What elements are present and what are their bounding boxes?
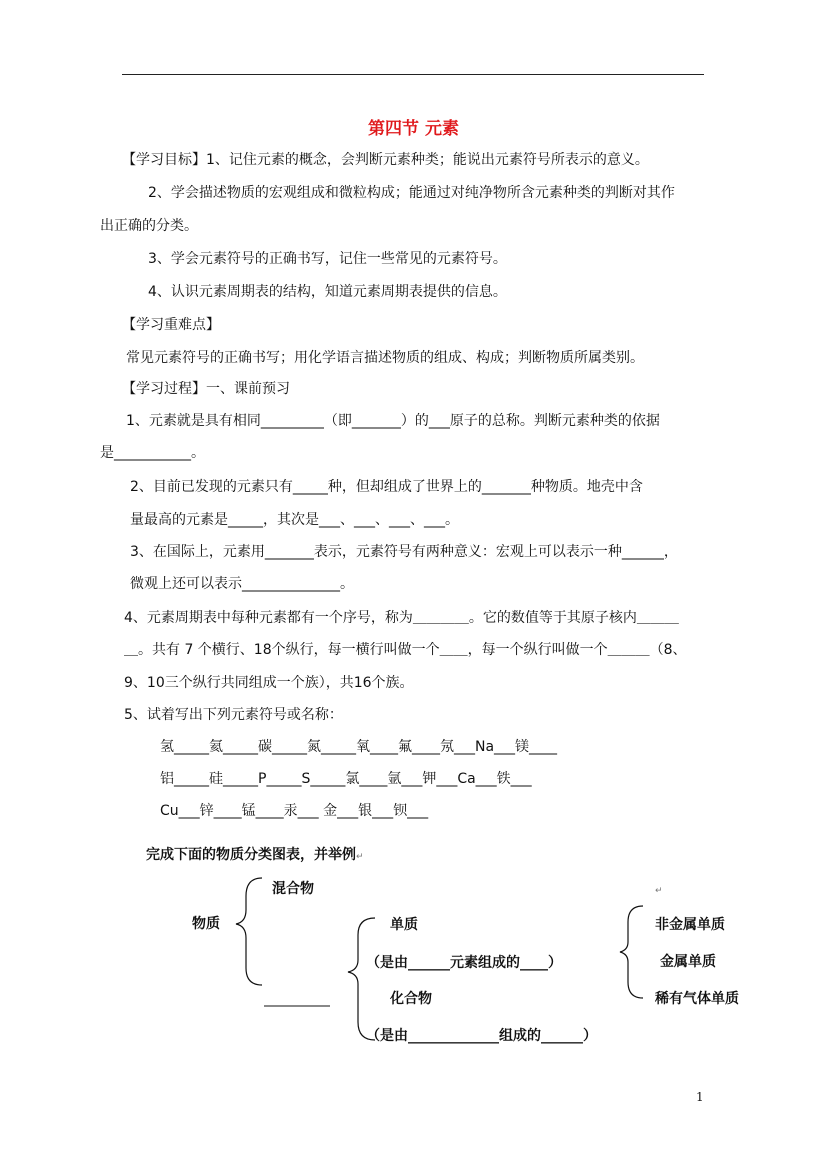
page-number: 1: [696, 1090, 704, 1104]
line-q1a: 1、元素就是具有相同_________（即_______）的___原子的总称。判断元素种类的依据: [126, 413, 660, 429]
label-metal: 金属单质: [660, 954, 716, 970]
label-substance: 物质: [192, 916, 220, 932]
line-keypoints-heading: 【学习重难点】: [122, 317, 220, 333]
line-q5: 5、试着写出下列元素符号或名称：: [124, 707, 343, 723]
line-q4a: 4、元素周期表中每种元素都有一个序号，称为＿＿＿＿。它的数值等于其原子核内＿＿＿: [124, 610, 679, 626]
label-compound-note: （是由_____________组成的______）: [366, 1028, 597, 1044]
line-process-heading: 【学习过程】一、课前预习: [122, 381, 290, 397]
label-noble-gas: 稀有气体单质: [655, 991, 739, 1007]
label-compound: 化合物: [390, 991, 432, 1007]
line-objective-2a: 2、学会描述物质的宏观组成和微粒构成；能通过对纯净物所含元素种类的判断对其作: [148, 185, 675, 201]
newline-mark: ↵: [655, 886, 663, 896]
line-q1b: 是___________。: [100, 445, 205, 461]
label-nonmetal: 非金属单质: [655, 917, 725, 933]
line-objective-3: 3、学会元素符号的正确书写，记住一些常见的元素符号。: [148, 251, 507, 267]
line-objectives: 【学习目标】1、记住元素的概念，会判断元素种类；能说出元素符号所表示的意义。: [122, 152, 649, 168]
element-row-2: 铝_____硅_____P_____S_____氯____氩___钾___Ca___铁___: [160, 771, 532, 787]
label-mixture: 混合物: [272, 881, 314, 897]
label-element-note: （是由______元素组成的____）: [366, 955, 562, 971]
line-q4c: 9、10三个纵行共同组成一个族），共16个族。: [124, 675, 414, 691]
line-q3b: 微观上还可以表示______________。: [130, 576, 354, 592]
line-q3a: 3、在国际上，元素用_______表示，元素符号有两种意义：宏观上可以表示一种______，: [130, 544, 678, 560]
line-objective-2b: 出正确的分类。: [100, 218, 198, 234]
line-q4b: ＿。共有 7 个横行、18个纵行，每一横行叫做一个＿＿，每一个纵行叫做一个＿＿＿（8、: [124, 642, 687, 658]
line-q2b: 量最高的元素是_____，其次是___、___、___、___。: [130, 512, 459, 528]
line-objective-4: 4、认识元素周期表的结构，知道元素周期表提供的信息。: [148, 284, 507, 300]
diagram-heading: 完成下面的物质分类图表，并举例↵: [146, 847, 364, 863]
line-q2a: 2、目前已发现的元素只有_____种，但却组成了世界上的_______种物质。地壳中含: [130, 479, 643, 495]
label-element-substance: 单质: [390, 917, 418, 933]
element-row-3: Cu___锌____锰____汞___ 金___银___钡___: [160, 803, 429, 819]
page-title: 第四节 元素: [368, 119, 459, 139]
line-keypoints: 常见元素符号的正确书写；用化学语言描述物质的组成、构成；判断物质所属类别。: [126, 350, 644, 366]
element-row-1: 氢_____氦_____碳_____氮_____氧____氟____氖___Na___镁____: [160, 739, 558, 755]
